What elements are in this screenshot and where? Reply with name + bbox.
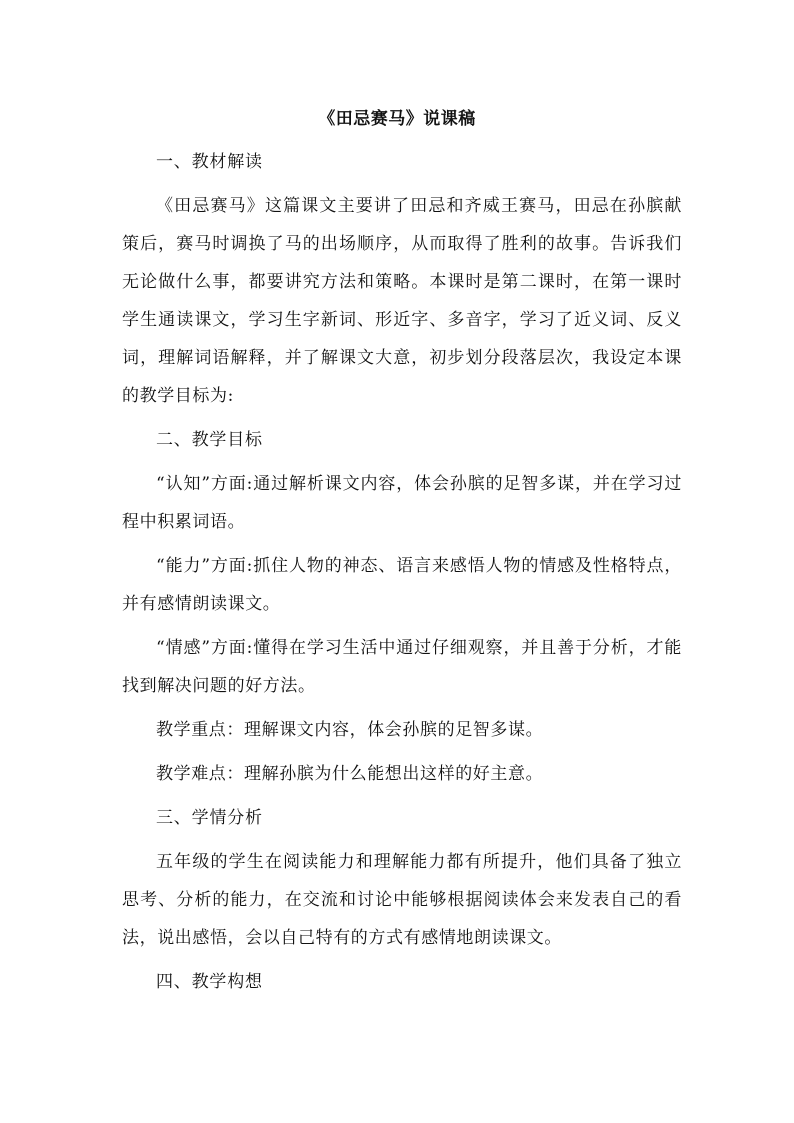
section-heading-student-analysis: 三、学情分析 bbox=[156, 808, 263, 828]
paragraph-goal-cognition: “认知”方面:通过解析课文内容，体会孙膑的足智多谋，并在学习过程中积累词语。 bbox=[122, 474, 682, 532]
paragraph-student-analysis: 五年级的学生在阅读能力和理解能力都有所提升，他们具备了独立思考、分析的能力，在交流和讨论中能够根据阅读体会来发表自己的看法，说出感悟，会以自己特有的方式有感情地朗读课文。 bbox=[122, 852, 682, 948]
section-heading-teaching-plan: 四、教学构想 bbox=[156, 972, 263, 992]
section-heading-textbook: 一、教材解读 bbox=[156, 152, 263, 172]
section-heading-goals: 二、教学目标 bbox=[156, 430, 263, 450]
paragraph-difficult-point: 教学难点：理解孙膑为什么能想出这样的好主意。 bbox=[156, 764, 544, 784]
paragraph-goal-emotion: “情感”方面:懂得在学习生活中通过仔细观察，并且善于分析，才能找到解决问题的好方法。 bbox=[122, 638, 682, 696]
paragraph-goal-ability: “能力”方面:抓住人物的神态、语言来感悟人物的情感及性格特点，并有感情朗读课文。 bbox=[122, 556, 682, 614]
paragraph-key-point: 教学重点：理解课文内容，体会孙膑的足智多谋。 bbox=[156, 720, 544, 740]
document-body bbox=[122, 143, 682, 1001]
paragraph-textbook-interpretation: 《田忌赛马》这篇课文主要讲了田忌和齐威王赛马，田忌在孙膑献策后，赛马时调换了马的出场顺序，从而取得了胜利的故事。告诉我们无论做什么事，都要讲究方法和策略。本课时是第二课时，在第一课时学生通读课文，学习生字新词、形近字、多音字，学习了近义词、反义词，理解词语解释，并了解课文大意，初步划分段落层次，我设定本课的教学目标为: bbox=[122, 196, 682, 406]
document-title: 《田忌赛马》说课稿 bbox=[318, 109, 476, 129]
